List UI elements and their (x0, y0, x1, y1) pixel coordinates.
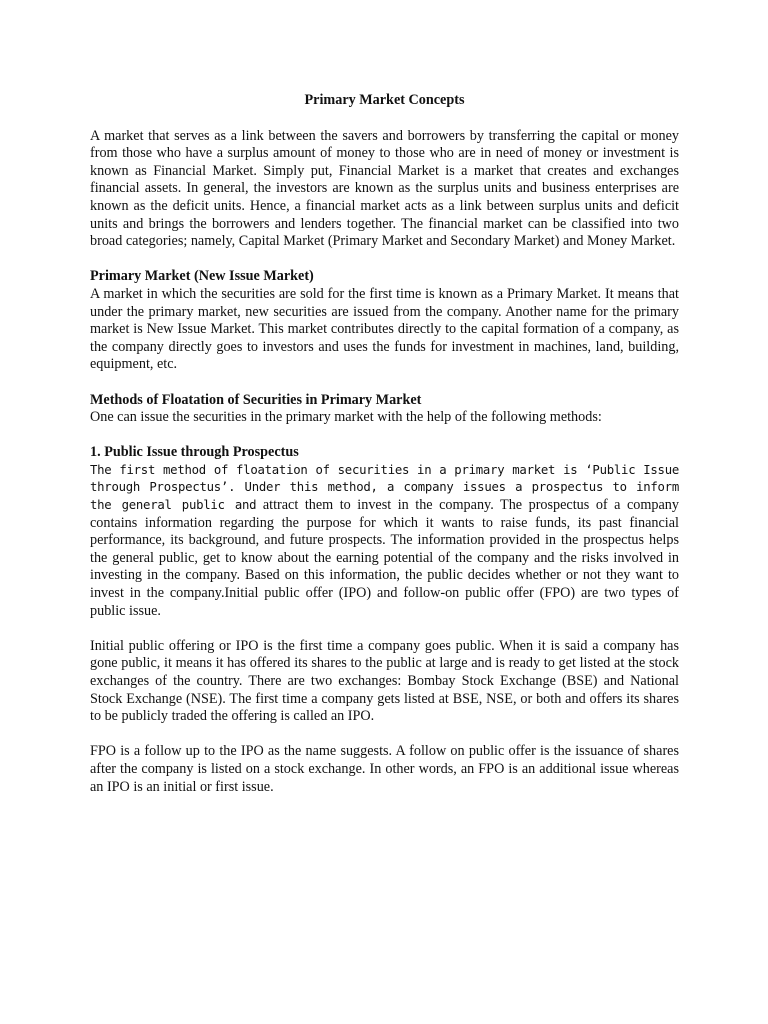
primary-market-paragraph: A market in which the securities are sold for the first time is known as a Primary Market. It means that under the primary market, new securities are issued from the company. Another name for the primary market is New Issue Market. This market contributes directly to the capital formation of a company, as the company directly goes to investors and uses the funds for investment in machines, land, building, equipment, etc. (90, 285, 679, 373)
intro-paragraph: A market that serves as a link between the savers and borrowers by transferring the capital or money from those who have a surplus amount of money to those who are in need of money or investment is known as Financial Market. Simply put, Financial Market is a market that creates and exchanges financial assets. In general, the investors are known as the surplus units and business enterprises are known as the deficit units. Hence, a financial market acts as a link between surplus units and deficit units and brings the borrowers and lenders together. The financial market can be classified into two broad categories; namely, Capital Market (Primary Market and Secondary Market) and Money Market. (90, 127, 679, 250)
fpo-paragraph: FPO is a follow up to the IPO as the name suggests. A follow on public offer is the issuance of shares after the company is listed on a stock exchange. In other words, an FPO is an additional issue whereas an IPO is an initial or first issue. (90, 743, 679, 795)
primary-market-section (90, 268, 679, 374)
document-page (90, 92, 679, 796)
public-issue-heading: 1. Public Issue through Prospectus (90, 444, 299, 461)
primary-market-heading: Primary Market (New Issue Market) (90, 268, 314, 285)
methods-intro-paragraph: One can issue the securities in the primary market with the help of the following methods: (90, 409, 602, 426)
methods-heading: Methods of Floatation of Securities in Primary Market (90, 391, 422, 408)
public-issue-paragraph-serif-run: attract them to invest in the company. The prospectus of a company contains information regarding the purpose for which it wants to raise funds, its past financial performance, its background, and future prospects. The information provided in the prospectus helps the general public, get to know about the earning potential of the company and the risks involved in investing in the company. Based on this information, the public decides whether or not they want to invest in the company.Initial public offer (IPO) and follow-on public offer (FPO) are two types of public issue. (90, 497, 679, 619)
public-issue-paragraph (90, 462, 679, 620)
ipo-paragraph: Initial public offering or IPO is the first time a company goes public. When it is said a company has gone public, it means it has offered its shares to the public at large and is ready to get listed at the stock exchanges of the country. There are two exchanges: Bombay Stock Exchange (BSE) and National Stock Exchange (NSE). The first time a company gets listed at BSE, NSE, or both and offers its shares to be publicly traded the offering is called an IPO. (90, 637, 679, 725)
page-title: Primary Market Concepts (304, 92, 465, 108)
public-issue-paragraph-sans-run: The first method of floatation of securities in a primary market is ‘Public Issue through Prospectus’. Under this method, a company issues a prospectus to inform the general public and (90, 462, 679, 513)
public-issue-section (90, 444, 679, 620)
